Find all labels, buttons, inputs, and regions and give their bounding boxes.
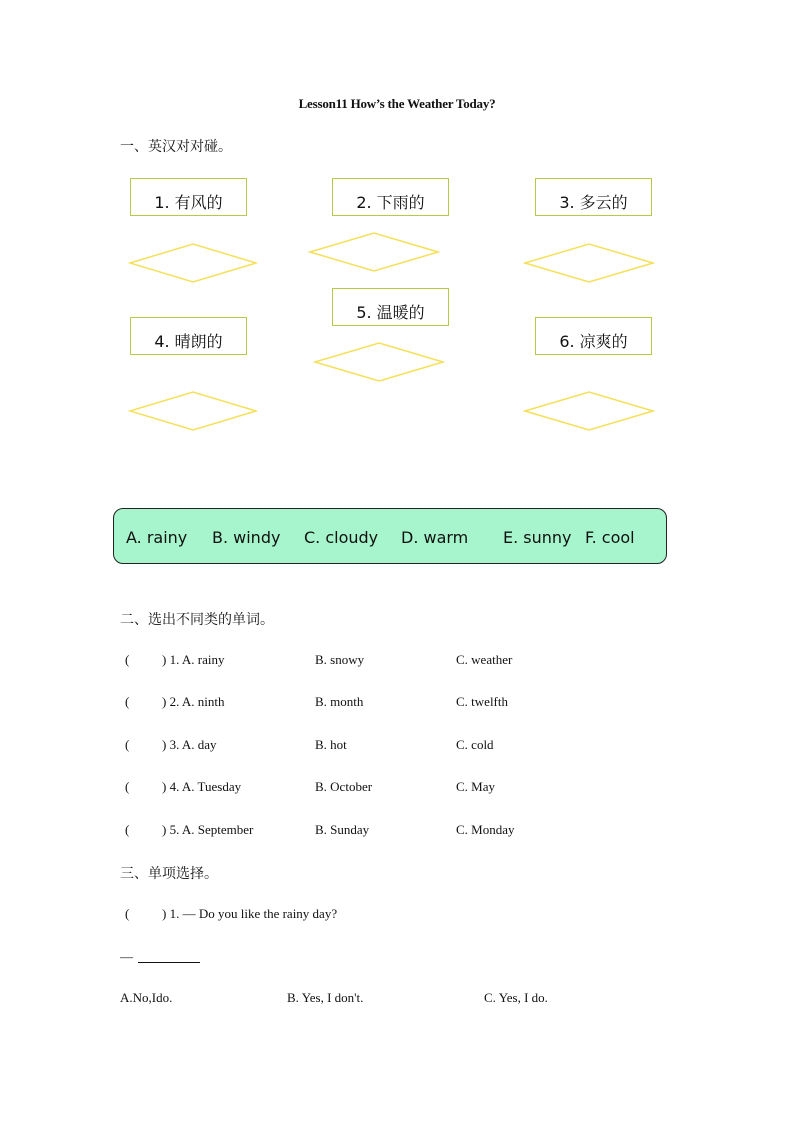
choice-c: C. May — [456, 779, 495, 794]
word-box-label: 6. 凉爽的 — [559, 332, 628, 351]
choice-b: B. hot — [315, 737, 347, 752]
question-text: ) 1. — Do you like the rainy day? — [162, 906, 338, 921]
choice-a: A.No,Ido. — [120, 990, 173, 1005]
word-box-label: 5. 温暖的 — [356, 303, 425, 322]
section-heading-multiple-choice: 三、单项选择。 — [120, 866, 218, 882]
answer-dash: — — [120, 949, 133, 964]
word-box-2 — [332, 178, 449, 216]
word-box-6 — [535, 317, 652, 355]
answer-diamond-6[interactable] — [523, 390, 655, 434]
options-panel — [113, 508, 667, 564]
answer-diamond-3[interactable] — [523, 242, 655, 286]
option-d: D. warm — [401, 528, 469, 547]
option-e: E. sunny — [503, 528, 572, 547]
answer-paren[interactable]: ( — [125, 652, 130, 667]
choice-c: C. Monday — [456, 822, 515, 837]
answer-blank[interactable] — [138, 962, 200, 963]
choice-b: B. snowy — [315, 652, 365, 667]
answer-paren[interactable]: ( — [125, 779, 130, 794]
choice-c: C. twelfth — [456, 694, 508, 709]
word-box-3 — [535, 178, 652, 216]
word-box-5 — [332, 288, 449, 326]
answer-paren[interactable]: ( — [125, 737, 130, 752]
choice-c: C. weather — [456, 652, 513, 667]
word-box-label: 2. 下雨的 — [356, 193, 425, 212]
word-box-label: 1. 有风的 — [154, 193, 223, 212]
answer-diamond-1[interactable] — [128, 242, 258, 286]
option-b: B. windy — [212, 528, 281, 547]
question-number-a: ) 3. A. day — [162, 737, 217, 752]
word-box-label: 3. 多云的 — [559, 193, 628, 212]
section-heading-matching: 一、英汉对对碰。 — [120, 139, 232, 155]
choice-b: B. October — [315, 779, 373, 794]
answer-paren[interactable]: ( — [125, 694, 130, 709]
word-box-label: 4. 晴朗的 — [154, 332, 223, 351]
choice-c: C. cold — [456, 737, 494, 752]
answer-diamond-5[interactable] — [313, 341, 445, 385]
option-f: F. cool — [585, 528, 635, 547]
question-number-a: ) 5. A. September — [162, 822, 254, 837]
choice-b: B. month — [315, 694, 364, 709]
option-a: A. rainy — [126, 528, 188, 547]
answer-paren[interactable]: ( — [125, 822, 130, 837]
choice-b: B. Sunday — [315, 822, 370, 837]
question-number-a: ) 4. A. Tuesday — [162, 779, 242, 794]
answer-paren[interactable]: ( — [125, 906, 130, 921]
choice-c: C. Yes, I do. — [484, 990, 548, 1005]
word-box-1 — [130, 178, 247, 216]
word-box-4 — [130, 317, 247, 355]
option-c: C. cloudy — [304, 528, 379, 547]
answer-diamond-2[interactable] — [308, 231, 440, 275]
page-title: Lesson11 How’s the Weather Today? — [298, 96, 496, 111]
answer-diamond-4[interactable] — [128, 390, 258, 434]
question-number-a: ) 2. A. ninth — [162, 694, 225, 709]
choice-b: B. Yes, I don't. — [287, 990, 364, 1005]
section-heading-odd-one-out: 二、选出不同类的单词。 — [120, 612, 274, 628]
question-number-a: ) 1. A. rainy — [162, 652, 225, 667]
